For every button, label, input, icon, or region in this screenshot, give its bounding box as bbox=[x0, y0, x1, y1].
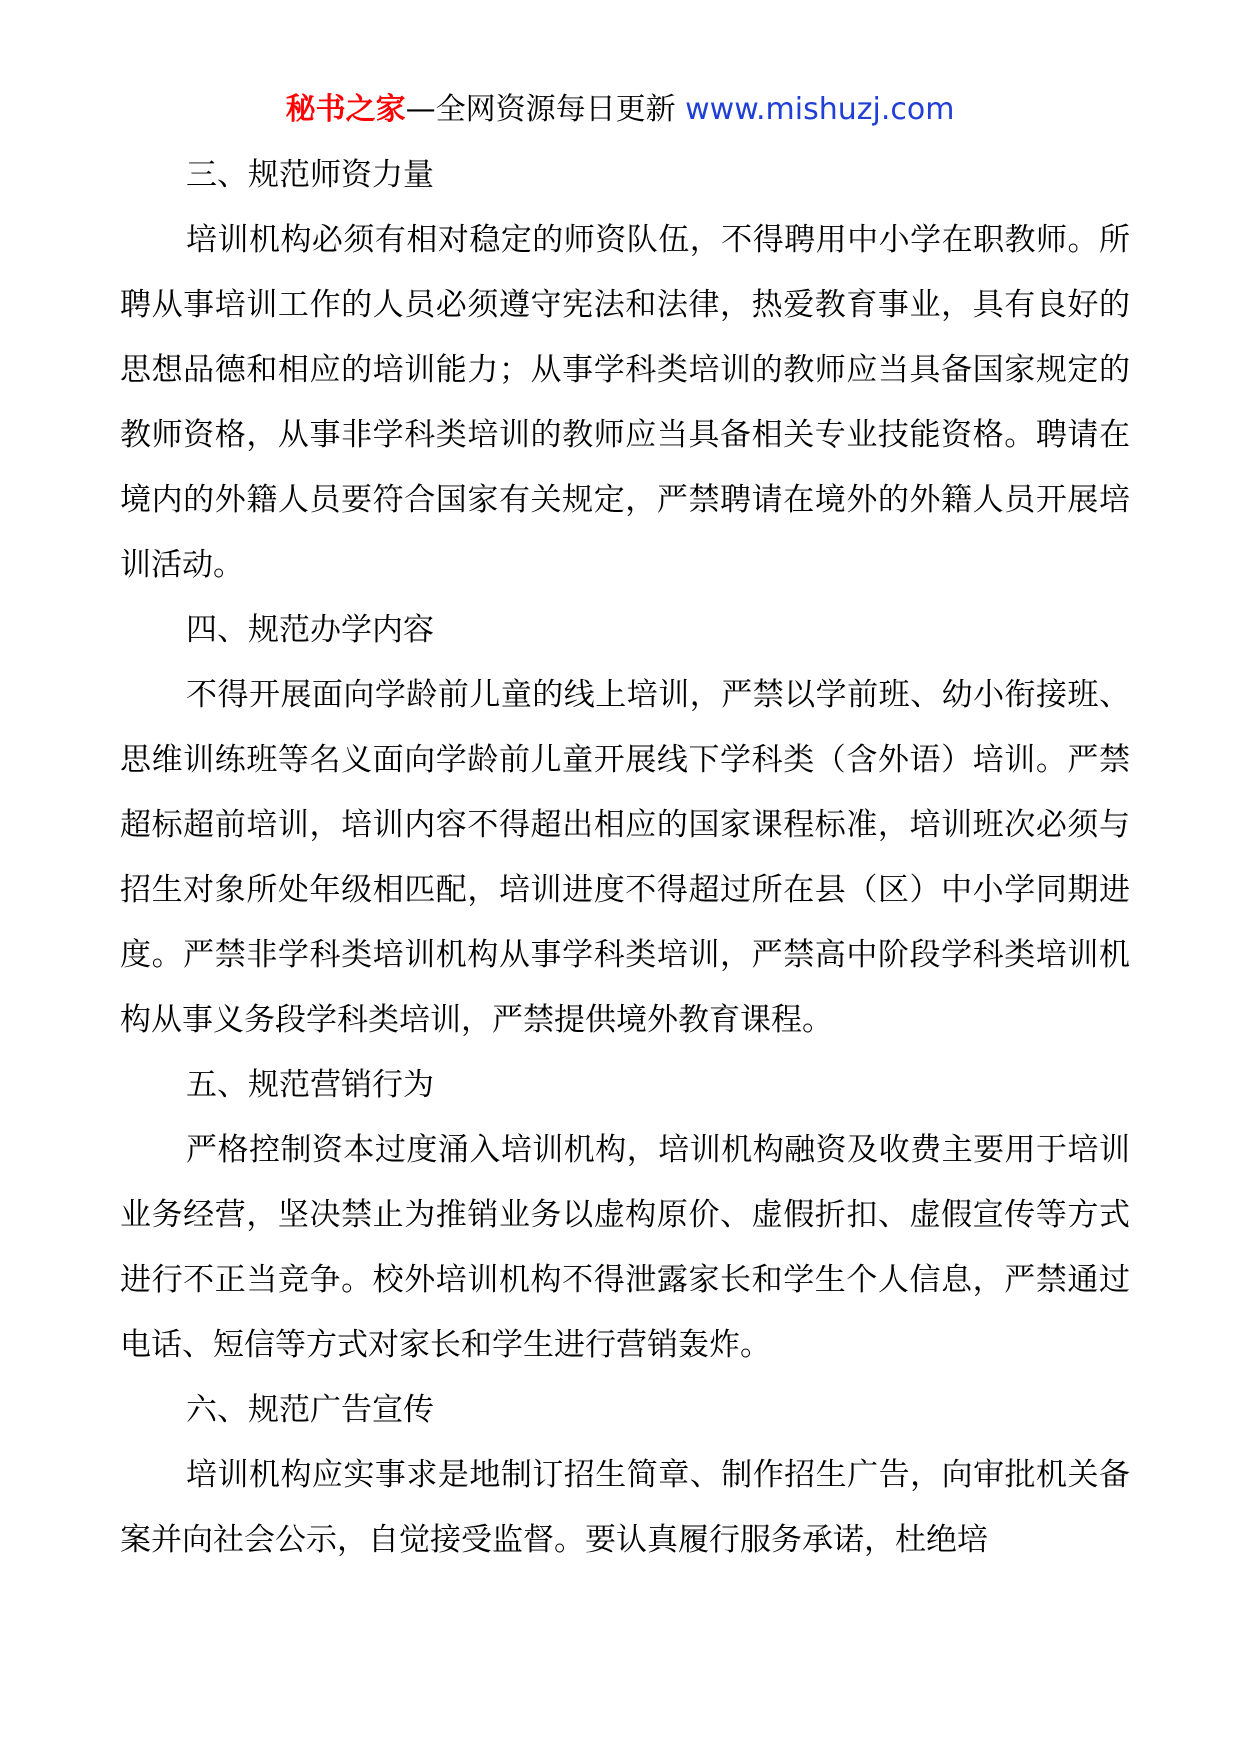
header-url-link[interactable]: www.mishuzj.com bbox=[685, 92, 955, 127]
header-tagline: —全网资源每日更新 bbox=[405, 92, 686, 127]
section-5-paragraph: 严格控制资本过度涌入培训机构，培训机构融资及收费主要用于培训业务经营，坚决禁止为推销业务以虚构原价、虚假折扣、虚假宣传等方式进行不正当竞争。校外培训机构不得泄露家长和学生个人信息，严禁通过电话、短信等方式对家长和学生进行营销轰炸。 bbox=[120, 1132, 1130, 1363]
header-brand: 秘书之家 bbox=[285, 92, 406, 127]
section-heading-6: 六、规范广告宣传 bbox=[186, 1392, 434, 1428]
section-3-paragraph: 培训机构必须有相对稳定的师资队伍，不得聘用中小学在职教师。所聘从事培训工作的人员必须遵守宪法和法律，热爱教育事业，具有良好的思想品德和相应的培训能力；从事学科类培训的教师应当具备国家规定的教师资格，从事非学科类培训的教师应当具备相关专业技能资格。聘请在境内的外籍人员要符合国家有关规定，严禁聘请在境外的外籍人员开展培训活动。 bbox=[120, 222, 1130, 583]
document-body bbox=[120, 143, 1130, 1573]
section-heading-3: 三、规范师资力量 bbox=[186, 157, 434, 193]
section-6-paragraph: 培训机构应实事求是地制订招生简章、制作招生广告，向审批机关备案并向社会公示，自觉接受监督。要认真履行服务承诺，杜绝培 bbox=[120, 1457, 1130, 1558]
section-heading-4: 四、规范办学内容 bbox=[186, 612, 434, 648]
site-header bbox=[0, 88, 1240, 132]
section-4-paragraph: 不得开展面向学龄前儿童的线上培训，严禁以学前班、幼小衔接班、思维训练班等名义面向学龄前儿童开展线下学科类（含外语）培训。严禁超标超前培训，培训内容不得超出相应的国家课程标准，培训班次必须与招生对象所处年级相匹配，培训进度不得超过所在县（区）中小学同期进度。严禁非学科类培训机构从事学科类培训，严禁高中阶段学科类培训机构从事义务段学科类培训，严禁提供境外教育课程。 bbox=[120, 677, 1130, 1038]
section-heading-5: 五、规范营销行为 bbox=[186, 1067, 434, 1103]
